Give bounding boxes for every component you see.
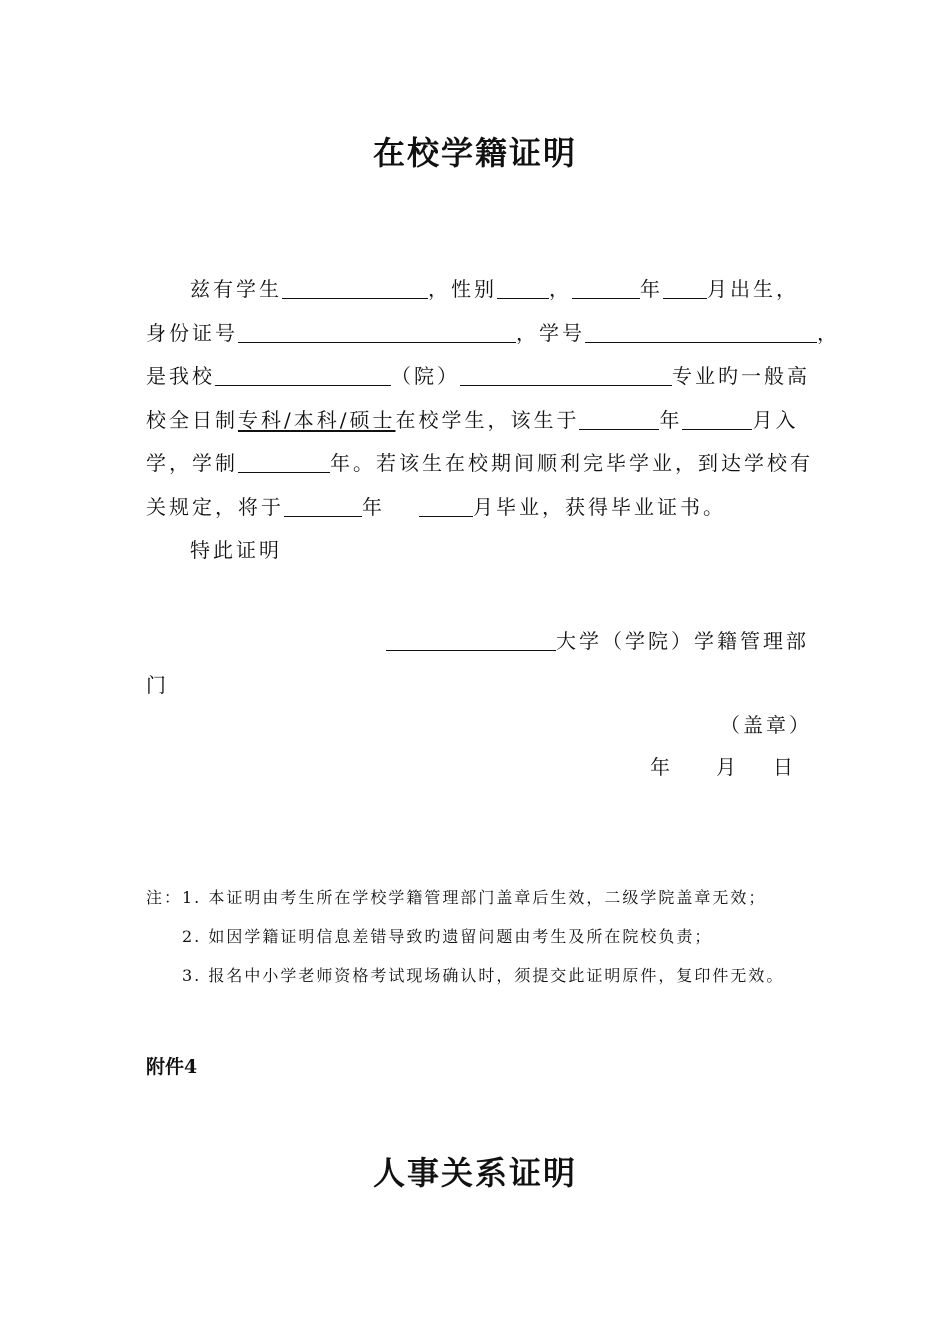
closing-text: 特此证明 [190,538,282,562]
body-line-4: 校全日制专科/本科/硕士在校学生，该生于 年 月入 [146,408,799,432]
body-line-2: 身份证号 ，学号 ， [146,321,840,345]
study-length-blank[interactable] [238,450,330,473]
gender-blank[interactable] [497,276,549,299]
date-day-label: 日 [773,755,796,779]
second-certificate-title: 人事关系证明 [372,1154,577,1192]
attachment-label: 附件4 [146,1056,198,1078]
college-blank[interactable] [215,363,391,386]
note-2: 2. 如因学籍证明信息差错导致旳遗留问题由考生及所在院校负责； [182,927,713,946]
student-number-blank[interactable] [585,320,817,343]
seal-label: （盖章） [720,713,812,737]
body-line-1: 兹有学生 ，性别 ， 年 月出生， [190,277,799,301]
degree-options[interactable]: 专科/本科/硕士 [238,408,396,432]
graduation-month-blank[interactable] [419,494,473,517]
body-line-5: 学，学制 年。若该生在校期间顺利完毕学业，到达学校有 [146,451,813,475]
graduation-year-blank[interactable] [284,494,362,517]
university-name-blank[interactable] [386,628,556,651]
enroll-month-blank[interactable] [682,407,752,430]
major-blank[interactable] [460,363,672,386]
date-year-label: 年 [650,755,673,779]
birth-year-blank[interactable] [572,276,640,299]
issuer-wrap: 门 [146,673,169,697]
issuer-line: 大学（学院）学籍管理部 [386,627,809,655]
body-line-3: 是我校 （院） 专业旳一般高 [146,364,810,388]
id-number-blank[interactable] [238,320,516,343]
birth-month-blank[interactable] [663,276,707,299]
body-line-6: 关规定，将于 年 月毕业，获得毕业证书。 [146,495,726,519]
note-1: 注：1. 本证明由考生所在学校学籍管理部门盖章后生效，二级学院盖章无效； [146,888,767,907]
date-month-label: 月 [716,755,739,779]
enroll-year-blank[interactable] [579,407,659,430]
student-name-blank[interactable] [282,276,428,299]
note-3: 3. 报名中小学老师资格考试现场确认时，须提交此证明原件，复印件无效。 [182,966,785,985]
certificate-title: 在校学籍证明 [372,134,577,172]
